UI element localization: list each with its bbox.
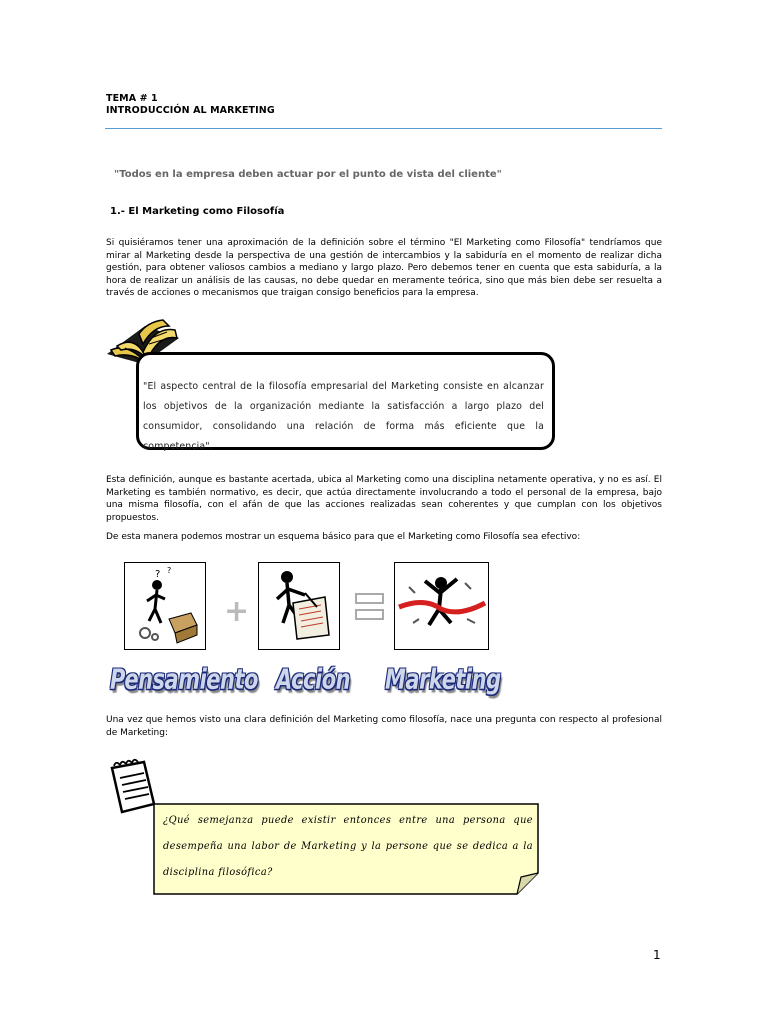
callout-text: "El aspecto central de la filosofía empresarial del Marketing consiste en alcanzar los objetivos de la organización mediante la satisfacción a largo plazo del consumidor, consolidando una relación de forma más eficiente que la competencia". — [143, 381, 544, 452]
scheme-label-marketing: Marketing — [385, 664, 501, 696]
question-text: ¿Qué semejanza puede existir entonces entre una persona que desempeña una labor de Marketing y la persone que se dedica a la disciplina filosófica? — [163, 815, 533, 878]
page-number: 1 — [653, 948, 661, 962]
scheme-label-accion: Acción — [276, 664, 351, 696]
thinking-person-image — [124, 562, 206, 650]
svg-text:?: ? — [167, 566, 172, 575]
paragraph-1: Si quisiéramos tener una aproximación de la definición sobre el término "El Marketing como Filosofía" tendríamos que mirar al Marketing desde la perspectiva de una gestión de intercambios y la sabiduría en el momento de realizar dicha gestión, para obtener valiosos cambios a mediano y largo plazo. Pero debemos tener en cuenta que esta sabiduría, a la hora de realizar un análisis de las causas, no debe quedar en meramente teórica, sino que más bien debe ser resuelta a través de acciones o mecanismos que traigan consigo beneficios para la empresa. — [106, 238, 662, 299]
finish-line-runner-image — [394, 562, 489, 650]
paragraph-4: Una vez que hemos visto una clara definición del Marketing como filosofía, nace una pregunta con respecto al profesional de Marketing: — [106, 715, 662, 738]
svg-text:?: ? — [155, 569, 161, 580]
equals-operator — [355, 590, 385, 624]
topic-number: TEMA # 1 — [106, 93, 158, 104]
scheme-label-pensamiento: Pensamiento — [110, 664, 258, 696]
header-rule — [105, 128, 662, 129]
section-heading: 1.- El Marketing como Filosofía — [110, 206, 285, 217]
page-title: INTRODUCCIÓN AL MARKETING — [106, 105, 275, 116]
intro-quote: "Todos en la empresa deben actuar por el punto de vista del cliente" — [114, 169, 502, 180]
paragraph-2: Esta definición, aunque es bastante acertada, ubica al Marketing como una disciplina netamente operativa, y no es así. El Marketing es también normativo, es decir, que actúa directamente involucrando a todo el personal de la empresa, bajo una misma filosofía, con el afán de que las acciones realizadas sean coherentes y que cumplan con los objetivos propuestos. — [106, 475, 662, 523]
plus-operator: + — [224, 594, 250, 629]
paragraph-3: De esta manera podemos mostrar un esquema básico para que el Marketing como Filosofía sea efectivo: — [106, 532, 581, 542]
working-person-image — [258, 562, 340, 650]
notepad-icon — [104, 758, 160, 818]
